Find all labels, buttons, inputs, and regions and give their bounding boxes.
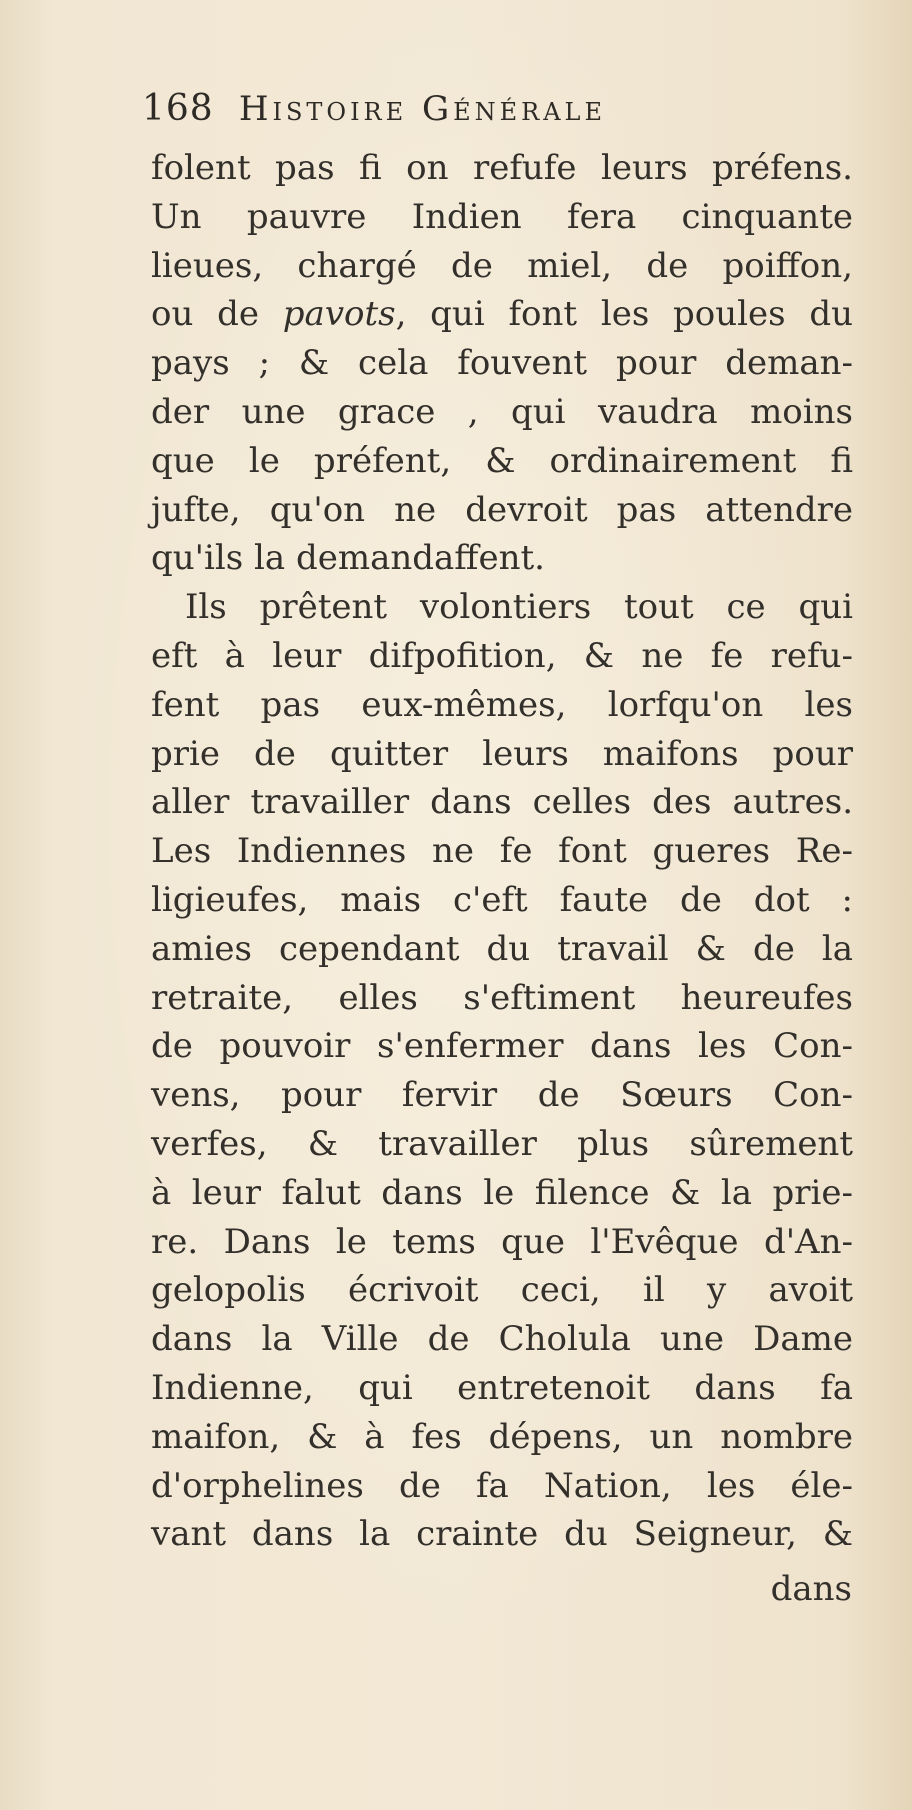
running-head <box>142 88 802 140</box>
text-line: folent pas fi on refufe leurs préfens. <box>151 148 853 188</box>
text-line: amies cependant du travail & de la <box>151 928 853 969</box>
text-line: dans la Ville de Cholula une Dame <box>151 1319 853 1360</box>
text-line: lieues, chargé de miel, de poiffon, <box>151 245 853 286</box>
text-line: Indienne, qui entretenoit dans fa <box>151 1367 853 1408</box>
text-line: prie de quitter leurs maifons pour <box>151 733 853 774</box>
text-line: vens, pour fervir de Sœurs Con- <box>151 1075 853 1116</box>
text-line: ligieufes, mais c'eft faute de dot : <box>151 879 853 920</box>
text-line: vant dans la crainte du Seigneur, & <box>151 1514 853 1555</box>
text-line: aller travailler dans celles des autres. <box>151 782 853 823</box>
text-line: jufte, qu'on ne devroit pas attendre <box>151 489 853 530</box>
text-line: Ils prêtent volontiers tout ce qui <box>185 587 853 628</box>
italic-word: pavots <box>282 294 396 335</box>
text-line: retraite, elles s'eftiment heureufes <box>151 977 853 1018</box>
text-line: pays ; & cela fouvent pour deman- <box>151 343 853 384</box>
text-line <box>151 290 853 339</box>
text-line: fent pas eux-mêmes, lorfqu'on les <box>151 684 853 725</box>
text-line: maifon, & à fes dépens, un nombre <box>151 1416 853 1457</box>
text-fragment: , qui font les poules du <box>395 294 854 335</box>
text-line: Un pauvre Indien fera cinquante <box>151 196 853 237</box>
running-title: Histoire Générale <box>238 89 607 129</box>
body-text <box>151 144 853 1559</box>
text-fragment: ou de <box>151 294 260 335</box>
text-line: d'orphelines de fa Nation, les éle- <box>151 1465 853 1506</box>
text-line: gelopolis écrivoit ceci, il y avoit <box>151 1270 853 1311</box>
page-number: 168 <box>142 88 214 129</box>
catchword: dans <box>770 1569 852 1609</box>
text-line: re. Dans le tems que l'Evêque d'An- <box>151 1221 853 1262</box>
text-line: verfes, & travailler plus sûrement <box>151 1123 853 1164</box>
text-line: der une grace , qui vaudra moins <box>151 391 853 432</box>
text-line: eft à leur difpofition, & ne fe refu- <box>151 635 853 676</box>
text-line: de pouvoir s'enfermer dans les Con- <box>151 1026 853 1067</box>
text-line: qu'ils la demandaffent. <box>151 538 545 579</box>
text-line: que le préfent, & ordinairement fi <box>151 440 853 481</box>
text-line: Les Indiennes ne fe font gueres Re- <box>151 831 853 872</box>
text-line: à leur falut dans le filence & la prie- <box>151 1172 853 1213</box>
